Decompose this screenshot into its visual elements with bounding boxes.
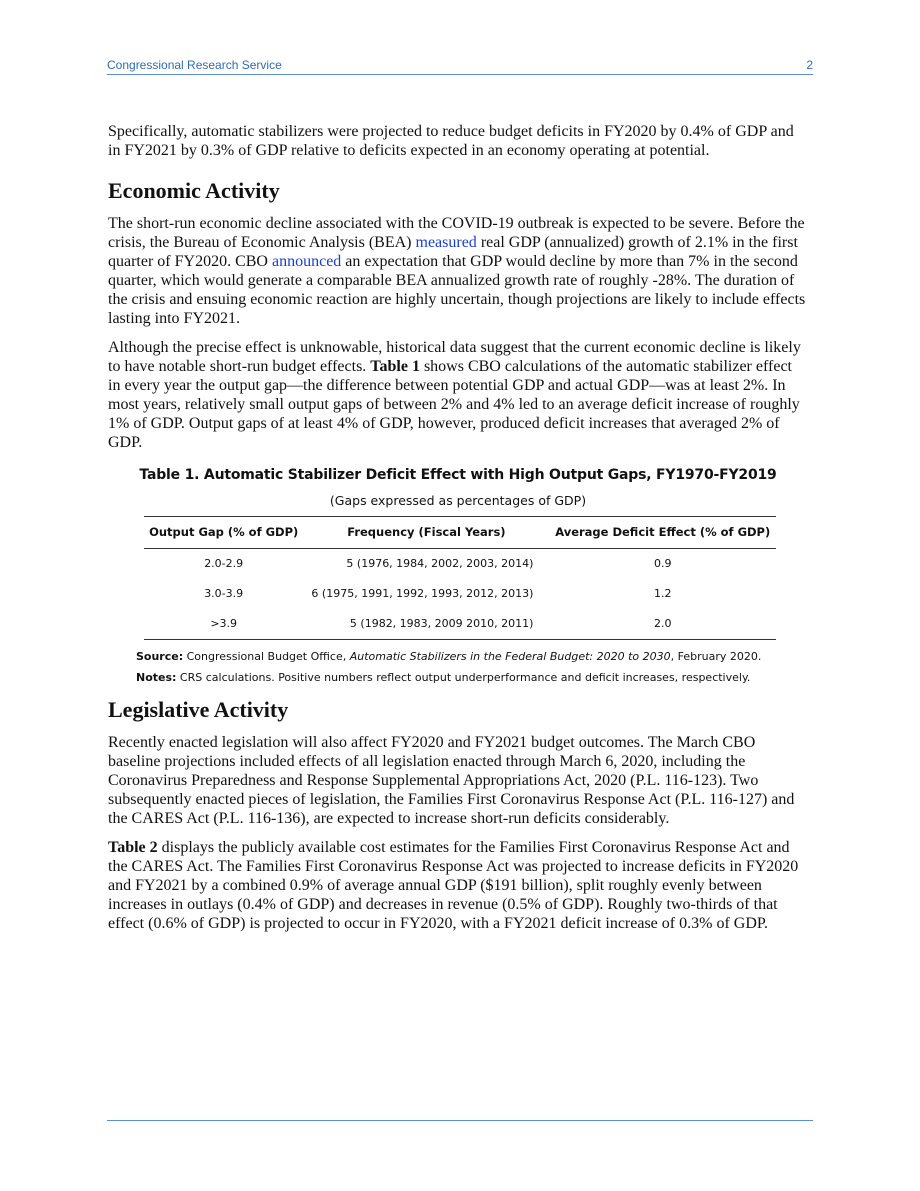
section-heading-economic: Economic Activity: [108, 178, 280, 203]
header-org: Congressional Research Service: [107, 58, 282, 72]
page-number: 2: [806, 58, 813, 72]
text-run: an expectation that GDP would decline by more than 7% in the second quarter, which would generate a comparable BEA annualized growth rate of roughly -28%. The duration of the crisis and ensuing economic reaction are highly uncertain, though projections are likely to include effects lasting into FY2021.: [108, 253, 806, 327]
source-label: Source:: [136, 650, 184, 663]
table-subtitle: (Gaps expressed as percentages of GDP): [329, 493, 587, 508]
cell-gap: 2.0-2.9: [204, 557, 244, 570]
running-header: [107, 58, 813, 74]
table-1: [108, 466, 808, 685]
cell-frequency: 6 (1975, 1991, 1992, 1993, 2012, 2013): [311, 587, 534, 600]
measured-link[interactable]: measured: [415, 234, 477, 251]
text-run: shows CBO calculations of the automatic stabilizer effect in every year the output gap—the difference between potential GDP and actual GDP—was at least 2%. In most years, relatively small output gaps of between 2% and 4% led to an average deficit increase of roughly 1% of GDP. Output gaps of at least 4% of GDP, however, produced deficit increases that averaged 2% of GDP.: [108, 358, 800, 451]
cell-frequency: 5 (1976, 1984, 2002, 2003, 2014): [346, 557, 534, 570]
table-header-row: [144, 517, 776, 549]
column-header: Frequency (Fiscal Years): [303, 517, 549, 549]
cell-effect: 2.0: [549, 609, 776, 640]
cell-frequency: 5 (1982, 1983, 2009 2010, 2011): [303, 609, 549, 640]
cell-effect: 0.9: [653, 557, 672, 570]
column-header: Output Gap (% of GDP): [144, 517, 303, 549]
footer-rule: [107, 1120, 813, 1121]
source-title: Automatic Stabilizers in the Federal Budget: 2020 to 2030: [349, 650, 671, 663]
table2-reference: Table 2: [108, 839, 158, 856]
body-content: [108, 122, 808, 943]
table-row: [144, 609, 776, 640]
section-heading-legislative: Legislative Activity: [108, 697, 289, 722]
text-run: CRS calculations. Positive numbers reflect output underperformance and deficit increases, respectively.: [176, 671, 751, 684]
text-run: real GDP (annualized) growth of 2.1% in the first quarter of FY2020. CBO: [108, 234, 798, 270]
cell-effect: 1.2: [653, 587, 672, 600]
source-note: [136, 650, 808, 664]
notes-label: Notes:: [136, 671, 177, 684]
intro-paragraph: Specifically, automatic stabilizers were projected to reduce budget deficits in FY2020 by 0.4% of GDP and in FY2021 by 0.3% of GDP relative to deficits expected in an economy operating at potential.: [108, 123, 794, 159]
economic-paragraph-2: [108, 338, 808, 452]
table-row: [144, 549, 776, 580]
economic-paragraph-1: [108, 214, 808, 328]
text-run: Although the precise effect is unknowable, historical data suggest that the current economic decline is likely to have notable short-run budget effects.: [108, 339, 801, 375]
table-row: [144, 579, 776, 609]
announced-link[interactable]: announced: [271, 253, 342, 270]
table-notes: [136, 650, 808, 685]
cell-gap: >3.9: [144, 609, 303, 640]
legislative-paragraph-1: Recently enacted legislation will also affect FY2020 and FY2021 budget outcomes. The March CBO baseline projections included effects of all legislation enacted through March 6, 2020, including the Coronavirus Preparedness and Response Supplemental Appropriations Act, 2020 (P.L. 116-123). Two subsequently enacted pieces of legislation, the Families First Coronavirus Response Act (P.L. 116-127) and the CARES Act (P.L. 116-136), are expected to increase short-run deficits considerably.: [108, 734, 795, 827]
table-title: Table 1. Automatic Stabilizer Deficit Effect with High Output Gaps, FY1970-FY2019: [139, 467, 777, 483]
text-run: displays the publicly available cost estimates for the Families First Coronavirus Response Act and the CARES Act. The Families First Coronavirus Response Act was projected to increase deficits in FY2020 and FY2021 by a combined 0.9% of average annual GDP ($191 billion), split roughly evenly between increases in outlays (0.4% of GDP) and decreases in revenue (0.5% of GDP). Roughly two-thirds of that effect (0.6% of GDP) is projected to occur in FY2020, with a FY2021 deficit increase of 0.3% of GDP.: [108, 839, 799, 932]
header-rule: [107, 74, 813, 75]
text-run: , February 2020.: [670, 650, 762, 663]
legislative-paragraph-2: [108, 838, 808, 933]
table1-reference: Table 1: [370, 358, 420, 375]
notes-note: [136, 671, 808, 685]
data-table: [144, 516, 776, 640]
cell-gap: 3.0-3.9: [204, 587, 244, 600]
text-run: Congressional Budget Office,: [183, 650, 350, 663]
text-run: The short-run economic decline associated with the COVID-19 outbreak is expected to be severe. Before the crisis, the Bureau of Economic Analysis (BEA): [108, 215, 805, 251]
column-header: Average Deficit Effect (% of GDP): [549, 517, 776, 549]
